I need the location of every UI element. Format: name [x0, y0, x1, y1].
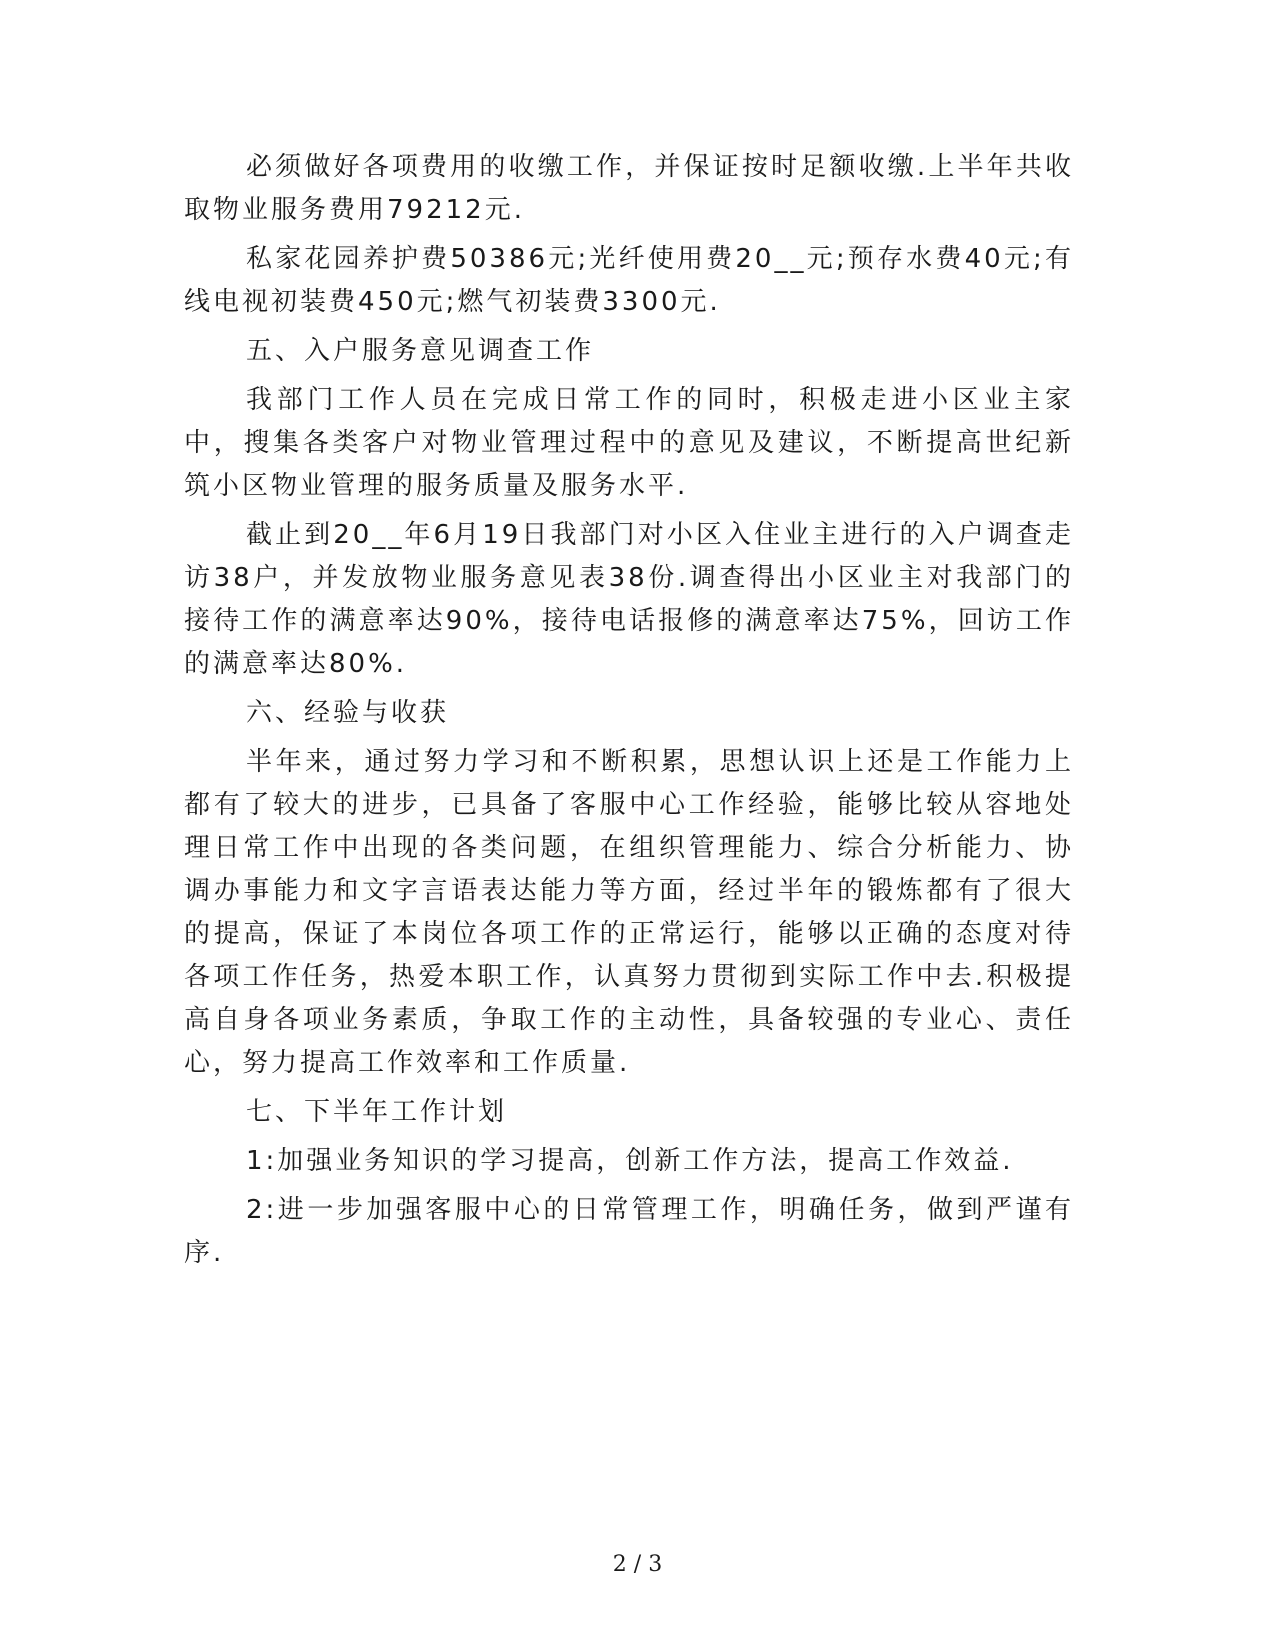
page-number: 2 / 3 — [612, 1552, 663, 1577]
document-body — [184, 146, 1074, 1275]
section-heading-experience: 六、经验与收获 — [246, 698, 450, 728]
paragraph-fee-breakdown: 私家花园养护费50386元;光纤使用费20__元;预存水费40元;有线电视初装费450元;燃气初装费3300元. — [184, 244, 1074, 317]
paragraph-survey-results: 截止到20__年6月19日我部门对小区入住业主进行的入户调查走访38户，并发放物业服务意见表38份.调查得出小区业主对我部门的接待工作的满意率达90%，接待电话报修的满意率达75%，回访工作的满意率达80%. — [184, 520, 1074, 679]
plan-item-1: 1:加强业务知识的学习提高，创新工作方法，提高工作效益. — [246, 1146, 1014, 1176]
paragraph-survey-intro: 我部门工作人员在完成日常工作的同时，积极走进小区业主家中，搜集各类客户对物业管理过程中的意见及建议，不断提高世纪新筑小区物业管理的服务质量及服务水平. — [184, 385, 1074, 501]
plan-item-2: 2:进一步加强客服中心的日常管理工作，明确任务，做到严谨有序. — [184, 1195, 1074, 1268]
section-heading-survey: 五、入户服务意见调查工作 — [246, 336, 595, 366]
section-heading-plan: 七、下半年工作计划 — [246, 1097, 508, 1127]
paragraph-experience: 半年来，通过努力学习和不断积累，思想认识上还是工作能力上都有了较大的进步，已具备了客服中心工作经验，能够比较从容地处理日常工作中出现的各类问题，在组织管理能力、综合分析能力、协调办事能力和文字言语表达能力等方面，经过半年的锻炼都有了很大的提高，保证了本岗位各项工作的正常运行，能够以正确的态度对待各项工作任务，热爱本职工作，认真努力贯彻到实际工作中去.积极提高自身各项业务素质，争取工作的主动性，具备较强的专业心、责任心，努力提高工作效率和工作质量. — [184, 747, 1074, 1078]
paragraph-fee-collection: 必须做好各项费用的收缴工作，并保证按时足额收缴.上半年共收取物业服务费用79212元. — [184, 152, 1074, 225]
